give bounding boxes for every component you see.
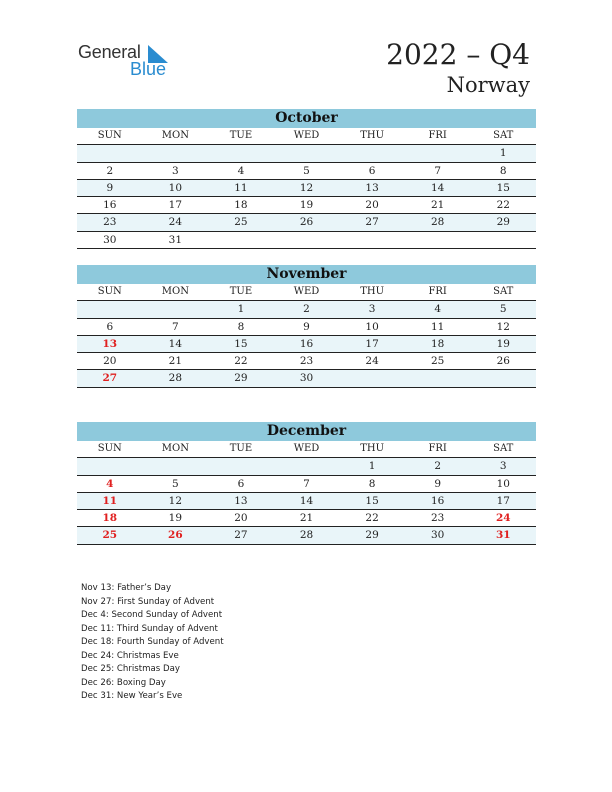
day-cell: [208, 145, 274, 161]
weekday-label: MON: [161, 443, 189, 454]
weekday-label: WED: [293, 130, 320, 141]
week-row: [77, 145, 536, 162]
week-row: [77, 232, 536, 249]
day-cell: 28: [299, 529, 314, 542]
day-cell: 10: [365, 320, 379, 333]
day-cell: 9: [434, 477, 442, 490]
brand-name-blue: Blue: [130, 59, 167, 79]
day-cell: 11: [430, 320, 445, 333]
day-cell: 10: [168, 181, 183, 194]
day-cell: [143, 458, 209, 474]
day-cell: 22: [496, 199, 510, 212]
weekday-label: MON: [161, 130, 189, 141]
week-row: [77, 336, 536, 353]
week-row: [77, 476, 536, 493]
day-cell: 20: [234, 512, 248, 525]
day-cell: 4: [106, 477, 114, 490]
day-cell: 30: [299, 372, 314, 385]
day-cell: 19: [299, 199, 314, 212]
day-cell: [274, 145, 340, 161]
day-cell: 18: [234, 199, 248, 212]
day-cell: 19: [168, 512, 183, 525]
day-cell: 19: [496, 337, 510, 350]
day-cell: 15: [234, 337, 248, 350]
day-cell: 7: [434, 164, 442, 177]
day-cell: 13: [365, 181, 379, 194]
holiday-note: Dec 4: Second Sunday of Advent: [81, 610, 223, 620]
day-cell: 3: [172, 164, 179, 177]
weekday-label: FRI: [428, 443, 447, 454]
day-cell: 7: [303, 477, 310, 490]
week-row: [77, 214, 536, 231]
month-november: [77, 265, 536, 388]
day-cell: 24: [495, 512, 511, 525]
day-cell: [274, 458, 340, 474]
holiday-notes: [81, 582, 224, 704]
day-cell: 31: [168, 233, 183, 246]
weekday-row: [77, 441, 536, 458]
day-cell: 7: [172, 320, 179, 333]
day-cell: 6: [237, 477, 245, 490]
day-cell: 29: [496, 216, 510, 229]
weekday-label: MON: [161, 286, 189, 297]
day-cell: [208, 458, 274, 474]
day-cell: [77, 301, 143, 317]
weekday-label: THU: [360, 443, 385, 454]
holiday-note: Nov 27: First Sunday of Advent: [81, 596, 215, 607]
day-cell: 22: [365, 512, 379, 525]
day-cell: 5: [303, 164, 310, 177]
day-cell: 29: [234, 372, 248, 385]
holiday-note: Dec 11: Third Sunday of Advent: [81, 623, 218, 634]
weekday-label: WED: [293, 286, 320, 297]
day-cell: 21: [430, 199, 445, 212]
month-header: November: [77, 265, 536, 284]
day-cell: 16: [430, 494, 445, 507]
day-cell: 13: [234, 494, 248, 507]
week-row: [77, 458, 536, 475]
holiday-note: Dec 18: Fourth Sunday of Advent: [81, 637, 224, 647]
day-cell: 4: [237, 164, 245, 177]
day-cell: 8: [237, 320, 245, 333]
day-cell: 17: [496, 494, 510, 507]
day-cell: 10: [496, 477, 510, 490]
day-cell: 26: [168, 529, 183, 542]
week-row: [77, 180, 536, 197]
weekday-label: SAT: [493, 286, 514, 297]
holiday-note: Dec 25: Christmas Day: [81, 664, 180, 674]
day-cell: 21: [299, 512, 314, 525]
weekday-label: WED: [293, 443, 320, 454]
weekday-label: TUE: [229, 286, 253, 297]
weekday-label: SAT: [493, 130, 514, 141]
page-title: 2022 – Q4: [386, 38, 530, 71]
day-cell: 2: [106, 164, 114, 177]
weekday-label: SUN: [97, 286, 122, 297]
day-cell: 28: [168, 372, 183, 385]
weekday-label: FRI: [428, 130, 447, 141]
day-cell: 1: [499, 147, 507, 160]
day-cell: 27: [102, 372, 118, 385]
day-cell: 15: [365, 494, 379, 507]
day-cell: 2: [303, 303, 310, 316]
day-cell: 2: [434, 460, 442, 473]
day-cell: 14: [430, 181, 445, 194]
day-cell: 17: [365, 337, 379, 350]
day-cell: 23: [430, 512, 445, 525]
day-cell: [339, 232, 405, 248]
day-cell: 3: [368, 303, 376, 316]
day-cell: 18: [430, 337, 445, 350]
weekday-label: SUN: [97, 443, 122, 454]
weekday-label: TUE: [229, 130, 253, 141]
month-header: October: [77, 109, 536, 128]
day-cell: 27: [365, 216, 379, 229]
day-cell: 16: [103, 199, 117, 212]
day-cell: 25: [234, 216, 248, 229]
day-cell: 23: [299, 355, 314, 368]
weekday-label: THU: [360, 130, 385, 141]
day-cell: 5: [172, 477, 179, 490]
day-cell: 30: [103, 233, 117, 246]
day-cell: 22: [234, 355, 248, 368]
day-cell: [77, 458, 143, 474]
day-cell: 30: [430, 529, 445, 542]
day-cell: 25: [102, 529, 118, 542]
day-cell: 13: [102, 337, 118, 350]
day-cell: 14: [299, 494, 314, 507]
day-cell: 18: [102, 512, 118, 525]
weekday-label: SAT: [493, 443, 514, 454]
day-cell: 1: [237, 303, 245, 316]
day-cell: 9: [106, 181, 114, 194]
day-cell: 21: [168, 355, 183, 368]
day-cell: 12: [496, 320, 510, 333]
day-cell: 12: [299, 181, 314, 194]
day-cell: [405, 145, 471, 161]
day-cell: 6: [368, 164, 376, 177]
day-cell: [339, 145, 405, 161]
weekday-label: THU: [360, 286, 385, 297]
day-cell: 28: [430, 216, 445, 229]
day-cell: [77, 145, 143, 161]
weekday-label: FRI: [428, 286, 447, 297]
day-cell: 24: [365, 355, 379, 368]
week-row: [77, 493, 536, 510]
day-cell: 17: [168, 199, 183, 212]
week-row: [77, 163, 536, 180]
month-header: December: [77, 422, 536, 441]
week-row: [77, 510, 536, 527]
day-cell: [470, 370, 536, 386]
week-row: [77, 319, 536, 336]
day-cell: 20: [103, 355, 117, 368]
weekday-label: SUN: [97, 130, 122, 141]
holiday-note: Dec 26: Boxing Day: [81, 677, 166, 688]
day-cell: [405, 370, 471, 386]
brand-logo: [78, 42, 178, 82]
weekday-row: [77, 284, 536, 301]
day-cell: 23: [103, 216, 117, 229]
holiday-note: Dec 24: Christmas Eve: [81, 650, 179, 661]
day-cell: [143, 301, 209, 317]
day-cell: 3: [499, 460, 507, 473]
day-cell: [208, 232, 274, 248]
week-row: [77, 527, 536, 544]
day-cell: 6: [106, 320, 114, 333]
day-cell: 11: [102, 494, 118, 507]
week-row: [77, 353, 536, 370]
day-cell: 16: [299, 337, 314, 350]
day-cell: 31: [495, 529, 511, 542]
day-cell: [339, 370, 405, 386]
weekday-label: TUE: [229, 443, 253, 454]
day-cell: 25: [430, 355, 445, 368]
day-cell: [143, 145, 209, 161]
day-cell: 12: [168, 494, 183, 507]
month-october: [77, 109, 536, 249]
day-cell: 29: [365, 529, 379, 542]
day-cell: 20: [365, 199, 379, 212]
day-cell: 5: [499, 303, 507, 316]
week-row: [77, 301, 536, 318]
day-cell: 8: [499, 164, 507, 177]
day-cell: 9: [303, 320, 310, 333]
day-cell: 14: [168, 337, 183, 350]
holiday-note: Dec 31: New Year’s Eve: [81, 691, 183, 701]
weekday-row: [77, 128, 536, 145]
day-cell: [405, 232, 471, 248]
day-cell: 8: [368, 477, 376, 490]
month-december: [77, 422, 536, 545]
day-cell: 11: [234, 181, 248, 194]
day-cell: 26: [299, 216, 314, 229]
country-name: Norway: [446, 73, 530, 97]
day-cell: [274, 232, 340, 248]
day-cell: 27: [234, 529, 248, 542]
day-cell: 26: [496, 355, 510, 368]
brand-name-general: General: [78, 42, 141, 62]
day-cell: 1: [368, 460, 376, 473]
day-cell: [470, 232, 536, 248]
day-cell: 24: [168, 216, 183, 229]
holiday-note: Nov 13: Father’s Day: [81, 583, 172, 593]
day-cell: 15: [496, 181, 510, 194]
week-row: [77, 370, 536, 387]
day-cell: 4: [434, 303, 442, 316]
week-row: [77, 197, 536, 214]
